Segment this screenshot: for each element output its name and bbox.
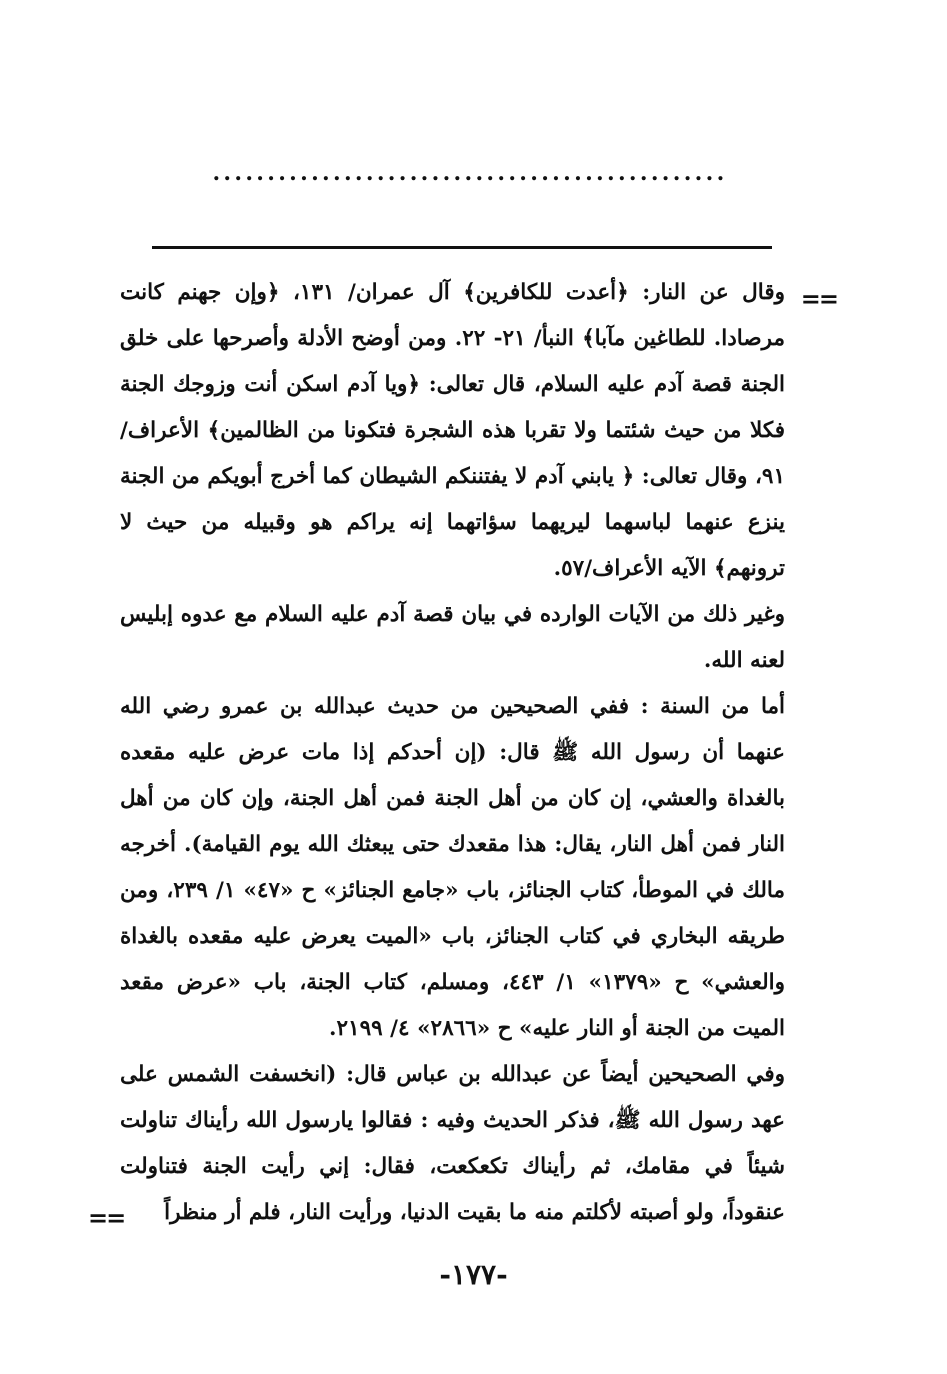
paragraph: وفي الصحيحين أيضاً عن عبدالله بن عباس قال: (انخسفت الشمس على عهد رسول الله ﷺ، فذكر الحديث وفيه : فقالوا يارسول الله رأيناك تناولت شيئاً في مقامك، ثم رأيناك تكعكعت، فقال: إني رأيت الجنة فتناولت عنقوداً، ولو أصبته لأكلتم منه ما بقيت الدنيا، ورأيت النار، فلم أر منظراً bbox=[120, 1062, 785, 1225]
paragraph: أما من السنة : ففي الصحيحين من حديث عبدالله بن عمرو رضي الله عنهما أن رسول الله ﷺ قال: (إن أحدكم إذا مات عرض عليه مقعده بالغداة والعشي، إن كان من أهل الجنة فمن أهل الجنة، وإن كان من أهل النار فمن أهل النار، يقال: هذا مقعدك حتى يبعثك الله يوم القيامة). أخرجه مالك في الموطأ، كتاب الجنائز، باب «جامع الجنائز» ح «٤٧» ١/ ٢٣٩، ومن طريقه البخاري في كتاب الجنائز، باب «الميت يعرض عليه مقعده بالغداة والعشي» ح «١٣٧٩» ١/ ٤٤٣، ومسلم، كتاب الجنة، باب «عرض مقعد الميت من الجنة أو النار عليه» ح «٢٨٦٦» ٤/ ٢١٩٩. bbox=[120, 694, 785, 1041]
paragraph: وغير ذلك من الآيات الوارده في بيان قصة آدم عليه السلام مع عدوه إبليس لعنه الله. bbox=[120, 602, 785, 673]
paragraph: وقال عن النار: ﴿أعدت للكافرين﴾ آل عمران/ ١٣١، ﴿وإن جهنم كانت مرصادا. للطاغين مآبا﴾ النبأ/ ٢١- ٢٢. ومن أوضح الأدلة وأصرحها على خلق الجنة قصة آدم عليه السلام، قال تعالى: ﴿ويا آدم اسكن أنت وزوجك الجنة فكلا من حيث شئتما ولا تقربا هذه الشجرة فتكونا من الظالمين﴾ الأعراف/٩١، وقال تعالى: ﴿ يابني آدم لا يفتننكم الشيطان كما أخرج أبويكم من الجنة ينزع عنهما لباسهما ليريهما سؤاتهما إنه يراكم هو وقبيله من حيث لا ترونهم﴾ الآيه الأعراف/٥٧. bbox=[120, 280, 785, 581]
page-number: -١٧٧- bbox=[439, 1258, 508, 1291]
continuation-mark-bottom: == bbox=[88, 1203, 125, 1232]
dotted-separator: ............................................... bbox=[212, 160, 728, 186]
horizontal-rule bbox=[152, 246, 772, 249]
body-text bbox=[120, 270, 785, 1236]
continuation-mark-top: == bbox=[800, 284, 837, 313]
